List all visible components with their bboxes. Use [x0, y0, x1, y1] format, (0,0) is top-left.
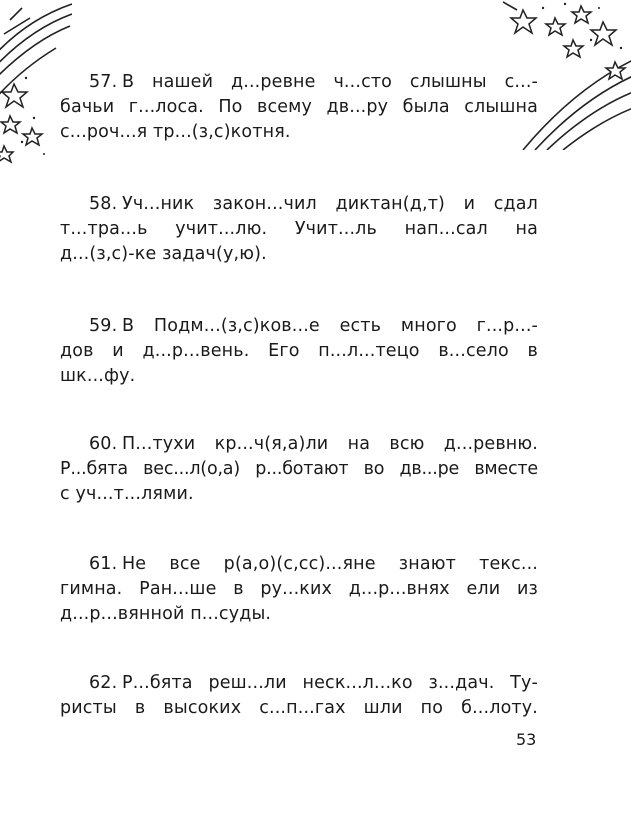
exercise-62 — [60, 671, 538, 721]
exercise-57 — [60, 70, 538, 145]
exercise-number: 57. — [89, 72, 118, 92]
text-line — [60, 70, 538, 95]
text-line — [60, 671, 538, 696]
exercise-number: 62. — [89, 673, 118, 693]
exercise-number: 59. — [89, 316, 118, 336]
exercise-text: В нашей д...ревне ч...сто слышны с...- — [122, 72, 538, 92]
exercise-61 — [60, 552, 538, 627]
text-line: дов и д...р...вень. Его п...л...тецо в...село в — [60, 341, 538, 361]
exercise-text: В Подм...(з,с)ков...е есть много г...р...- — [122, 316, 538, 336]
text-line: ристы в высоких с...п...гах шли по б...лоту. — [60, 698, 538, 718]
exercise-60 — [60, 432, 538, 507]
exercise-text: Р...бята реш...ли неск...л...ко з...дач. Ту- — [122, 673, 538, 693]
exercise-text: Не все р(а,о)(с,сс)...яне знают текс... — [122, 554, 538, 574]
exercise-number: 58. — [89, 194, 118, 214]
text-line — [60, 314, 538, 339]
exercise-text: П...тухи кр...ч(я,а)ли на всю д...ревню. — [122, 434, 538, 454]
text-line: с уч...т...лями. — [60, 484, 194, 504]
exercise-number: 60. — [89, 434, 118, 454]
text-line: с...роч...я тр...(з,с)котня. — [60, 122, 291, 142]
text-line: бачьи г...лоса. По всему дв...ру была слышна — [60, 97, 538, 117]
exercise-text: Уч...ник закон...чил диктан(д,т) и сдал — [122, 194, 538, 214]
text-line — [60, 192, 538, 217]
text-line: шк...фу. — [60, 366, 136, 386]
text-line: д...р...вянной п...суды. — [60, 604, 272, 624]
exercise-58 — [60, 192, 538, 267]
exercise-number: 61. — [89, 554, 118, 574]
text-line — [60, 552, 538, 577]
exercise-59 — [60, 314, 538, 389]
page-number: 53 — [516, 730, 537, 749]
text-line: Р...бята вес...л(о,а) р...ботают во дв...ре вместе — [60, 459, 538, 479]
text-line: гимна. Ран...ше в ру...ких д...р...внях ели из — [60, 579, 538, 599]
text-line: т...тра...ь учит...лю. Учит...ль нап...сал на — [60, 219, 538, 239]
text-line — [60, 432, 538, 457]
text-line: д...(з,с)-ке задач(у,ю). — [60, 244, 267, 264]
